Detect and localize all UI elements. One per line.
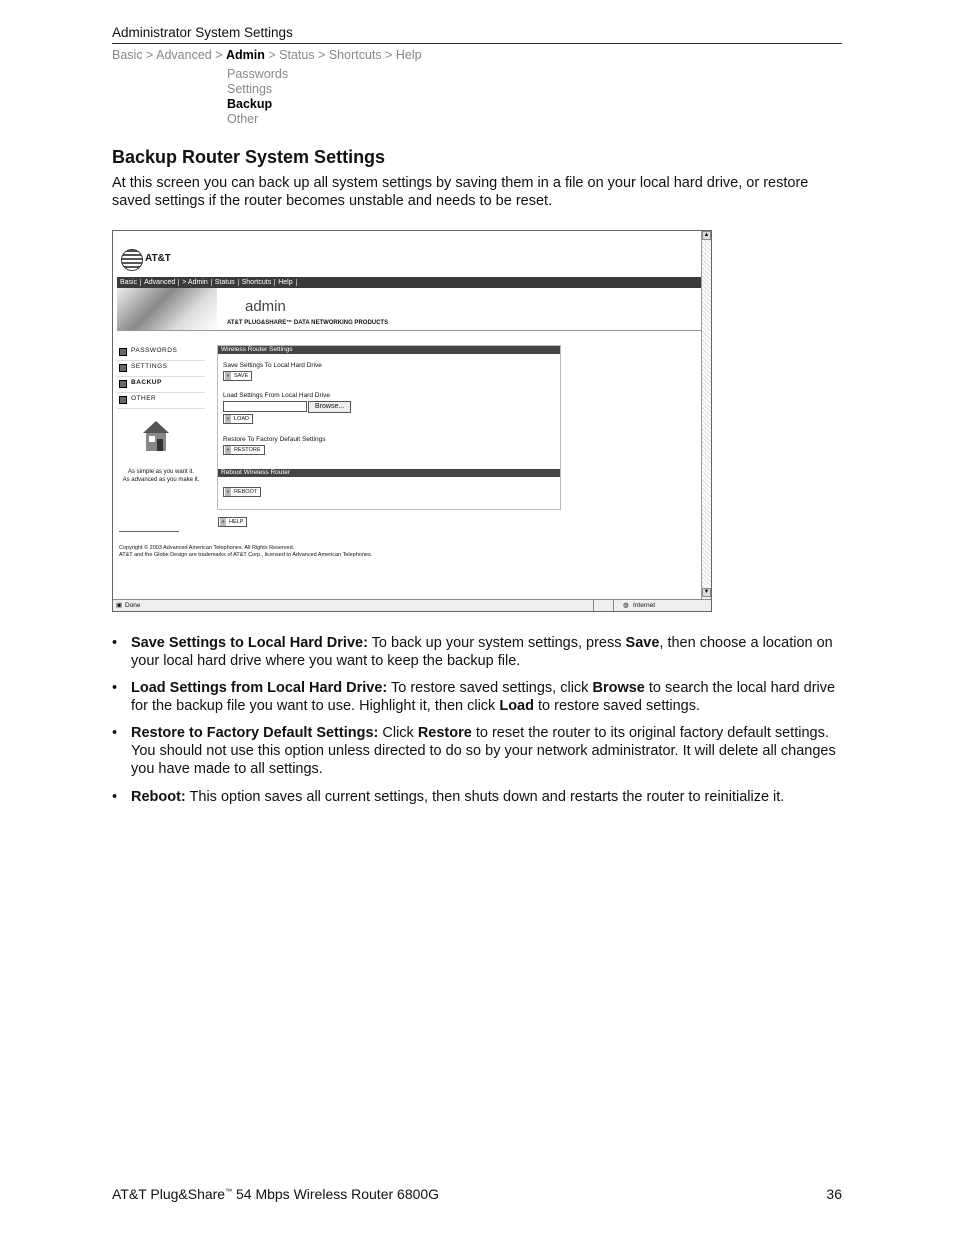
router-admin-screenshot: [112, 230, 712, 612]
bullet-load: [112, 679, 842, 715]
copyright-notice: [119, 545, 539, 559]
banner-title: admin: [245, 298, 286, 315]
breadcrumb-sep: >: [264, 48, 280, 62]
load-settings-label: Load Settings From Local Hard Drive: [223, 392, 330, 399]
sidebar-item-backup[interactable]: BACKUP: [117, 377, 205, 393]
load-file-input[interactable]: [223, 401, 307, 412]
panel-header-wireless: Wireless Router Settings: [218, 346, 560, 354]
router-nav-help[interactable]: Help: [275, 279, 296, 286]
footer-brand: AT&T Plug&Share: [112, 1186, 226, 1202]
slogan: [117, 468, 205, 484]
sidebar-item-settings[interactable]: SETTINGS: [117, 361, 205, 377]
bullet-term: Load Settings from Local Hard Drive:: [131, 680, 388, 696]
bullet-keyword: Browse: [592, 680, 645, 696]
router-sidebar: [117, 345, 205, 409]
bullet-dot: •: [112, 680, 118, 696]
banner-subtitle: AT&T PLUG&SHARE™ DATA NETWORKING PRODUCTS: [227, 320, 389, 326]
sidebar-divider: [119, 531, 179, 532]
bullet-term: Save Settings to Local Hard Drive:: [131, 635, 368, 651]
bullet-text: to restore saved settings.: [533, 698, 701, 714]
panel-header-reboot: Reboot Wireless Router: [218, 469, 560, 477]
load-button[interactable]: » LOAD: [223, 414, 253, 424]
save-settings-label: Save Settings To Local Hard Drive: [223, 362, 322, 369]
bullet-text: This option saves all current settings, then shuts down and restarts the router to reinitialize it.: [185, 789, 785, 805]
restore-button[interactable]: » RESTORE: [223, 445, 265, 455]
slogan-line-2: As advanced as you make it.: [122, 477, 200, 483]
footer-model: 54 Mbps Wireless Router 6800G: [232, 1186, 440, 1202]
scroll-down-arrow-icon[interactable]: ▼: [703, 589, 710, 595]
breadcrumb-status[interactable]: Status: [279, 48, 315, 62]
section-title: Backup Router System Settings: [112, 147, 386, 167]
breadcrumb-help[interactable]: Help: [395, 48, 422, 62]
bullet-text: , then choose a location on your local hard drive where you want to keep the backup file.: [131, 635, 833, 669]
subnav-other[interactable]: Other: [227, 112, 259, 126]
breadcrumb-shortcuts[interactable]: Shortcuts: [328, 48, 382, 62]
bullet-dot: •: [112, 725, 118, 741]
copyright-line-1: Copyright © 2003 Advanced American Telephones. All Rights Reserved.: [119, 545, 295, 551]
bullet-keyword: Restore: [417, 725, 472, 741]
browse-button[interactable]: Browse...: [308, 401, 351, 413]
page-number: 36: [826, 1186, 842, 1202]
router-nav-shortcuts[interactable]: Shortcuts: [239, 279, 276, 286]
bullet-text: to search the local hard drive for the backup file you want to use. Highlight it, then click: [131, 680, 836, 714]
footer-product: [112, 1186, 439, 1202]
bullet-keyword: Load: [499, 698, 534, 714]
att-globe-logo: [121, 249, 143, 271]
att-logo-text: AT&T: [145, 253, 171, 264]
admin-banner: [117, 288, 701, 331]
bullet-text: Click: [378, 725, 418, 741]
browser-status-bar: [113, 599, 711, 611]
subnav-settings[interactable]: Settings: [227, 82, 273, 96]
bullet-reboot: [112, 788, 842, 806]
router-nav-basic[interactable]: Basic: [117, 279, 141, 286]
help-button[interactable]: » HELP: [218, 517, 247, 527]
subnav-passwords[interactable]: Passwords: [227, 67, 289, 81]
bullet-dot: •: [112, 789, 118, 805]
settings-panel: [217, 345, 561, 510]
bullet-term: Restore to Factory Default Settings:: [131, 725, 379, 741]
bullet-restore: [112, 724, 842, 778]
subnav-backup[interactable]: Backup: [227, 97, 273, 111]
banner-photo: [117, 288, 217, 330]
house-icon: [141, 419, 171, 453]
sidebar-item-passwords[interactable]: PASSWORDS: [117, 345, 205, 361]
page-header-title: Administrator System Settings: [112, 25, 293, 40]
save-button[interactable]: » SAVE: [223, 371, 252, 381]
sub-navigation: [227, 67, 288, 127]
page-icon: ▣: [116, 602, 123, 609]
status-zone: Internet: [633, 602, 656, 609]
status-divider: [613, 600, 614, 611]
breadcrumb-sep: >: [142, 48, 157, 62]
status-done: Done: [125, 602, 141, 609]
section-intro: At this screen you can back up all system settings by saving them in a file on your local hard drive, or restore saved settings if the router becomes unstable and needs to be reset.: [112, 175, 809, 209]
bullet-text: To restore saved settings, click: [387, 680, 593, 696]
breadcrumb-basic[interactable]: Basic: [112, 48, 143, 62]
scroll-up-arrow-icon[interactable]: ▲: [703, 232, 710, 238]
router-nav-admin[interactable]: > Admin: [179, 279, 212, 286]
status-divider: [593, 600, 594, 611]
globe-icon: ◍: [623, 602, 629, 609]
breadcrumb-admin[interactable]: Admin: [226, 48, 265, 62]
sidebar-item-other[interactable]: OTHER: [117, 393, 205, 409]
slogan-line-1: As simple as you want it.: [127, 469, 195, 475]
bullet-text: To back up your system settings, press: [367, 635, 626, 651]
copyright-line-2: AT&T and the Globe Design are trademarks of AT&T Corp., licensed to Advanced American Telephones.: [119, 552, 373, 558]
breadcrumb-sep: >: [314, 48, 329, 62]
bullet-save: [112, 634, 842, 670]
restore-settings-label: Restore To Factory Default Settings: [223, 436, 326, 443]
bullet-term: Reboot:: [131, 789, 186, 805]
breadcrumb-sep: >: [211, 48, 226, 62]
header-divider: [112, 43, 842, 44]
router-nav-bar: [117, 277, 701, 288]
bullet-dot: •: [112, 635, 118, 651]
breadcrumb-advanced[interactable]: Advanced: [156, 48, 212, 62]
trademark-symbol: ™: [225, 1188, 233, 1196]
router-nav-advanced[interactable]: Advanced: [141, 279, 179, 286]
bullet-text: to reset the router to its original factory default settings. You should not use this option unless directed to do so by your network administrator. It will delete all changes you have made to all settings.: [131, 725, 836, 777]
bullet-keyword: Save: [625, 635, 660, 651]
breadcrumb: [112, 48, 422, 62]
breadcrumb-sep: >: [381, 48, 396, 62]
reboot-button[interactable]: » REBOOT: [223, 487, 261, 497]
router-nav-status[interactable]: Status: [212, 279, 239, 286]
scrollbar[interactable]: [701, 231, 711, 599]
